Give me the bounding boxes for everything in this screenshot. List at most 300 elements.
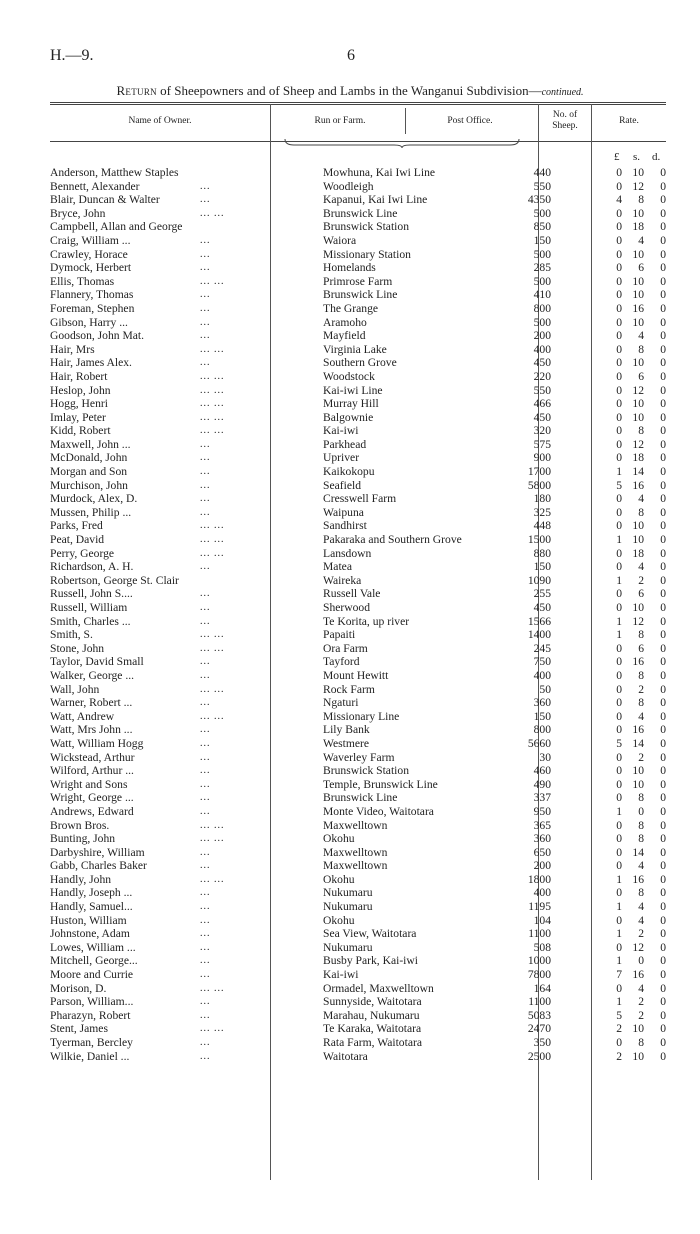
- run-or-farm: Waipuna: [323, 505, 364, 519]
- sheep-count: 900: [533, 451, 551, 465]
- table-row: [0, 778, 700, 792]
- pence-symbol: d.: [652, 151, 661, 163]
- run-or-farm: Kai-iwi: [323, 968, 359, 982]
- rate-shillings: 4: [638, 859, 644, 873]
- run-or-farm: Upriver: [323, 451, 360, 465]
- table-row: [0, 914, 700, 928]
- leader-dots: ...: [200, 697, 211, 709]
- owner-name: Hogg, Henri: [50, 397, 108, 411]
- table-row: [0, 615, 700, 629]
- rate-shillings: 10: [632, 315, 644, 329]
- rate-pence: 0: [660, 981, 666, 995]
- rate-pence: 0: [660, 329, 666, 343]
- rate-shillings: 10: [632, 166, 644, 179]
- rate-pounds: 0: [616, 519, 622, 533]
- table-row: [0, 207, 700, 221]
- sheep-count: 1700: [527, 465, 551, 479]
- run-or-farm: Missionary Station: [323, 247, 411, 261]
- rate-pounds: 0: [616, 356, 622, 370]
- run-or-farm: Maxwelltown: [323, 859, 388, 873]
- rate-shillings: 14: [632, 736, 644, 750]
- leader-dots: ... ...: [200, 343, 225, 355]
- rate-pounds: 0: [616, 587, 622, 601]
- sheep-count: 150: [533, 233, 551, 247]
- rate-shillings: 16: [632, 655, 644, 669]
- sheep-count: 1195: [528, 900, 551, 914]
- owner-name: Crawley, Horace: [50, 247, 128, 261]
- leader-dots: ...: [200, 805, 211, 817]
- leader-dots: ... ...: [200, 642, 225, 654]
- leader-dots: ...: [200, 737, 211, 749]
- sheep-count: 220: [533, 369, 551, 383]
- sheep-count: 50: [539, 682, 551, 696]
- rate-shillings: 10: [632, 777, 644, 791]
- run-or-farm: Kapanui, Kai Iwi Line: [323, 193, 428, 207]
- sheep-count: 200: [533, 329, 551, 343]
- rate-pounds: 0: [616, 723, 622, 737]
- owner-name: Taylor, David Small: [50, 655, 144, 669]
- rate-pounds: 2: [616, 1049, 622, 1063]
- sheep-count: 880: [533, 546, 551, 560]
- rate-shillings: 10: [632, 519, 644, 533]
- run-or-farm: Russell Vale: [323, 587, 381, 601]
- table-row: [0, 533, 700, 547]
- rate-pounds: 1: [616, 954, 622, 968]
- owner-name: Flannery, Thomas: [50, 288, 134, 302]
- rate-pence: 0: [660, 1036, 666, 1049]
- rate-pounds: 0: [616, 560, 622, 574]
- run-or-farm: Balgownie: [323, 410, 374, 424]
- table-row: [0, 968, 700, 982]
- owner-name: Parson, William...: [50, 995, 134, 1009]
- table-row: [0, 302, 700, 316]
- table-row: [0, 791, 700, 805]
- rate-pounds: 0: [616, 1036, 622, 1049]
- owner-name: Watt, Andrew: [50, 709, 115, 723]
- sheep-count: 200: [533, 859, 551, 873]
- leader-dots: ... ...: [200, 425, 225, 437]
- rate-pounds: 0: [616, 261, 622, 275]
- sheep-count: 150: [533, 709, 551, 723]
- owner-name: Russell, William: [50, 601, 128, 614]
- rate-shillings: 16: [632, 301, 644, 315]
- rate-shillings: 2: [638, 750, 644, 764]
- table-row: [0, 506, 700, 520]
- run-or-farm: Waiora: [323, 233, 357, 247]
- rate-pence: 0: [660, 804, 666, 818]
- leader-dots: ...: [200, 955, 211, 967]
- table-row: [0, 261, 700, 275]
- table-row: [0, 479, 700, 493]
- run-or-farm: Nukumaru: [323, 900, 373, 914]
- table-row: [0, 995, 700, 1009]
- leader-dots: ...: [200, 479, 211, 491]
- sheep-count: 410: [533, 288, 551, 302]
- rate-pence: 0: [660, 261, 666, 275]
- table-row: [0, 275, 700, 289]
- sheep-count: 1500: [527, 533, 551, 547]
- leader-dots: ... ...: [200, 982, 225, 994]
- leader-dots: ...: [200, 996, 211, 1008]
- leader-dots: ...: [200, 248, 211, 260]
- table-row: [0, 737, 700, 751]
- run-or-farm: Homelands: [323, 261, 376, 275]
- rate-pence: 0: [660, 397, 666, 411]
- table-row: [0, 764, 700, 778]
- rate-pence: 0: [660, 424, 666, 438]
- sheep-count: 164: [533, 981, 551, 995]
- run-or-farm: Waitotara: [323, 1049, 368, 1063]
- run-or-farm: Aramoho: [323, 315, 367, 329]
- rate-pounds: 0: [616, 166, 622, 179]
- rate-pounds: 0: [616, 206, 622, 220]
- leader-dots: ... ...: [200, 534, 225, 546]
- rate-shillings: 10: [632, 410, 644, 424]
- rate-pence: 0: [660, 968, 666, 982]
- rate-pounds: 1: [616, 995, 622, 1009]
- leader-dots: ... ...: [200, 629, 225, 641]
- leader-dots: ...: [200, 493, 211, 505]
- rate-pence: 0: [660, 601, 666, 614]
- run-or-farm: Ngaturi: [323, 696, 359, 710]
- rate-pounds: 0: [616, 424, 622, 438]
- leader-dots: ...: [200, 588, 211, 600]
- owner-name: Bennett, Alexander: [50, 179, 140, 193]
- rate-pounds: 1: [616, 804, 622, 818]
- run-or-farm: Okohu: [323, 872, 355, 886]
- rate-pounds: 0: [616, 247, 622, 261]
- leader-dots: ...: [200, 792, 211, 804]
- column-header-sheep-line2: Sheep.: [552, 121, 578, 131]
- rate-pounds: 0: [616, 859, 622, 873]
- rate-shillings: 16: [632, 478, 644, 492]
- leader-dots: ... ...: [200, 819, 225, 831]
- leader-dots: ... ...: [200, 683, 225, 695]
- run-or-farm: Te Korita, up river: [323, 614, 410, 628]
- table-row: [0, 411, 700, 425]
- owner-name: Johnstone, Adam: [50, 927, 130, 941]
- leader-dots: ...: [200, 751, 211, 763]
- rate-shillings: 8: [638, 696, 644, 710]
- leader-dots: ... ...: [200, 384, 225, 396]
- table-row: [0, 574, 700, 588]
- leader-dots: ... ...: [200, 547, 225, 559]
- rate-shillings: 10: [632, 397, 644, 411]
- rate-shillings: 14: [632, 845, 644, 859]
- leader-dots: ... ...: [200, 370, 225, 382]
- rate-pence: 0: [660, 220, 666, 234]
- rate-pence: 0: [660, 750, 666, 764]
- leader-dots: ...: [200, 1037, 211, 1048]
- table-row: [0, 927, 700, 941]
- rate-pounds: 0: [616, 641, 622, 655]
- run-or-farm: Rata Farm, Waitotara: [323, 1036, 422, 1049]
- rate-pence: 0: [660, 587, 666, 601]
- rate-pounds: 1: [616, 927, 622, 941]
- sheep-count: 850: [533, 220, 551, 234]
- table-row: [0, 370, 700, 384]
- owner-name: Bunting, John: [50, 832, 116, 846]
- run-or-farm: Woodstock: [323, 369, 375, 383]
- leader-dots: ...: [200, 357, 211, 369]
- leader-dots: ...: [200, 846, 211, 858]
- leader-dots: ...: [200, 438, 211, 450]
- owner-name: Moore and Currie: [50, 968, 134, 982]
- sheep-count: 400: [533, 668, 551, 682]
- sheep-count: 2500: [527, 1049, 551, 1063]
- run-or-farm: Monte Video, Waitotara: [323, 804, 434, 818]
- run-or-farm: Missionary Line: [323, 709, 400, 723]
- sheep-count: 5800: [527, 478, 551, 492]
- shillings-symbol: s.: [633, 151, 641, 163]
- sheep-count: 360: [533, 832, 551, 846]
- table-row: [0, 628, 700, 642]
- column-header-owner: Name of Owner.: [128, 116, 192, 126]
- run-or-farm: Brunswick Line: [323, 206, 398, 220]
- table-row: [0, 560, 700, 574]
- rate-pence: 0: [660, 954, 666, 968]
- owner-name: Wilkie, Daniel ...: [50, 1049, 130, 1063]
- leader-dots: ... ...: [200, 275, 225, 287]
- owner-name: Heslop, John: [50, 383, 111, 397]
- owner-name: Dymock, Herbert: [50, 261, 132, 275]
- table-row: [0, 438, 700, 452]
- rate-pounds: 0: [616, 220, 622, 234]
- rate-pence: 0: [660, 628, 666, 642]
- leader-dots: ... ...: [200, 398, 225, 410]
- column-header-sheep: [539, 110, 591, 132]
- sheep-count: 500: [533, 274, 551, 288]
- rate-pounds: 0: [616, 383, 622, 397]
- owner-name: Warner, Robert ...: [50, 696, 133, 710]
- owner-name: Craig, William ...: [50, 233, 131, 247]
- leader-dots: ...: [200, 1009, 211, 1021]
- rate-shillings: 8: [638, 193, 644, 207]
- leader-dots: ... ...: [200, 207, 225, 219]
- table-row: [0, 193, 700, 207]
- rate-shillings: 4: [638, 492, 644, 506]
- leader-dots: ...: [200, 194, 211, 206]
- leader-dots: ...: [200, 860, 211, 872]
- table-row: [0, 683, 700, 697]
- table-row: [0, 384, 700, 398]
- rate-pounds: 1: [616, 573, 622, 587]
- rate-pounds: 0: [616, 437, 622, 451]
- owner-name: Brown Bros.: [50, 818, 110, 832]
- rate-shillings: 10: [632, 247, 644, 261]
- run-or-farm: Waverley Farm: [323, 750, 395, 764]
- run-or-farm: Lansdown: [323, 546, 372, 560]
- rate-pence: 0: [660, 886, 666, 900]
- table-row: [0, 655, 700, 669]
- rate-shillings: 2: [638, 927, 644, 941]
- run-or-farm: Matea: [323, 560, 352, 574]
- rate-shillings: 8: [638, 1036, 644, 1049]
- run-or-farm: Brunswick Line: [323, 791, 398, 805]
- sheepowner-rows: [0, 166, 700, 1063]
- rate-pence: 0: [660, 764, 666, 778]
- leader-dots: ...: [200, 289, 211, 301]
- column-header-run: Run or Farm.: [314, 116, 366, 126]
- sheep-count: 800: [533, 723, 551, 737]
- rate-shillings: 0: [638, 804, 644, 818]
- rate-shillings: 8: [638, 505, 644, 519]
- rate-shillings: 12: [632, 437, 644, 451]
- rate-shillings: 6: [638, 587, 644, 601]
- sheep-count: 575: [533, 437, 551, 451]
- sheep-count: 2470: [527, 1022, 551, 1036]
- rate-pounds: 1: [616, 614, 622, 628]
- table-row: [0, 819, 700, 833]
- table-row: [0, 166, 700, 180]
- owner-name: Peat, David: [50, 533, 105, 547]
- rate-pence: 0: [660, 791, 666, 805]
- leader-dots: ...: [200, 602, 211, 613]
- sheep-count: 650: [533, 845, 551, 859]
- table-row: [0, 751, 700, 765]
- table-row: [0, 519, 700, 533]
- table-row: [0, 1009, 700, 1023]
- rate-pence: 0: [660, 859, 666, 873]
- run-or-farm: Pakaraka and Southern Grove: [323, 533, 462, 547]
- run-or-farm: Nukumaru: [323, 940, 373, 954]
- rate-pence: 0: [660, 900, 666, 914]
- table-row: [0, 900, 700, 914]
- rate-pounds: 5: [616, 1008, 622, 1022]
- rate-pence: 0: [660, 356, 666, 370]
- rate-pence: 0: [660, 927, 666, 941]
- run-or-farm: Murray Hill: [323, 397, 379, 411]
- rate-pounds: 1: [616, 872, 622, 886]
- leader-dots: ...: [200, 262, 211, 274]
- sheep-count: 325: [533, 505, 551, 519]
- rate-shillings: 2: [638, 1008, 644, 1022]
- sheep-count: 800: [533, 301, 551, 315]
- run-or-farm: Primrose Farm: [323, 274, 393, 288]
- owner-name: Gabb, Charles Baker: [50, 859, 147, 873]
- rate-pence: 0: [660, 288, 666, 302]
- leader-dots: ...: [200, 466, 211, 478]
- run-or-farm: Ormadel, Maxwelltown: [323, 981, 434, 995]
- table-row: [0, 710, 700, 724]
- rate-pounds: 0: [616, 179, 622, 193]
- column-header-rate: Rate.: [619, 116, 639, 126]
- table-row: [0, 1050, 700, 1064]
- owner-name: Murdock, Alex, D.: [50, 492, 138, 506]
- table-row: [0, 832, 700, 846]
- run-or-farm: Brunswick Station: [323, 764, 409, 778]
- owner-name: Smith, Charles ...: [50, 614, 131, 628]
- document-reference: H.—9.: [50, 47, 94, 64]
- table-row: [0, 397, 700, 411]
- leader-dots: ...: [200, 1050, 211, 1062]
- leader-dots: ...: [200, 969, 211, 981]
- rate-pounds: 0: [616, 505, 622, 519]
- table-row: [0, 669, 700, 683]
- rate-pence: 0: [660, 478, 666, 492]
- rate-shillings: 10: [632, 274, 644, 288]
- rate-pence: 0: [660, 872, 666, 886]
- sheep-count: 1100: [528, 995, 551, 1009]
- rate-pence: 0: [660, 696, 666, 710]
- table-row: [0, 805, 700, 819]
- run-or-farm: Tayford: [323, 655, 360, 669]
- run-or-farm: Papaiti: [323, 628, 356, 642]
- rate-shillings: 10: [632, 356, 644, 370]
- rate-pence: 0: [660, 777, 666, 791]
- column-header-post-office: Post Office.: [447, 116, 493, 126]
- owner-name: Stent, James: [50, 1022, 108, 1036]
- run-or-farm: Parkhead: [323, 437, 367, 451]
- rate-pence: 0: [660, 709, 666, 723]
- rate-pounds: 0: [616, 451, 622, 465]
- table-row: [0, 451, 700, 465]
- rate-pounds: 0: [616, 233, 622, 247]
- table-top-rule: [50, 102, 666, 103]
- column-divider-run-post: [405, 108, 406, 134]
- rate-shillings: 18: [632, 220, 644, 234]
- rate-pounds: 0: [616, 832, 622, 846]
- rate-pounds: 0: [616, 329, 622, 343]
- rate-pounds: 0: [616, 288, 622, 302]
- rate-shillings: 8: [638, 818, 644, 832]
- rate-pence: 0: [660, 1022, 666, 1036]
- sheep-count: 450: [533, 601, 551, 614]
- sheep-count: 508: [533, 940, 551, 954]
- rate-pence: 0: [660, 940, 666, 954]
- rate-pence: 0: [660, 492, 666, 506]
- sheep-count: 285: [533, 261, 551, 275]
- leader-dots: ...: [200, 180, 211, 192]
- rate-pence: 0: [660, 736, 666, 750]
- rate-pounds: 0: [616, 886, 622, 900]
- run-or-farm: Ora Farm: [323, 641, 368, 655]
- rate-pence: 0: [660, 668, 666, 682]
- table-top-rule-double: [50, 104, 666, 105]
- run-or-farm: Busby Park, Kai-iwi: [323, 954, 418, 968]
- run-or-farm: Sea View, Waitotara: [323, 927, 417, 941]
- rate-pence: 0: [660, 913, 666, 927]
- rate-pounds: 5: [616, 736, 622, 750]
- rate-shillings: 8: [638, 424, 644, 438]
- owner-name: Morison, D.: [50, 981, 107, 995]
- sheep-count: 950: [533, 804, 551, 818]
- owner-name: Parks, Fred: [50, 519, 103, 533]
- rate-pence: 0: [660, 274, 666, 288]
- leader-dots: ... ...: [200, 873, 225, 885]
- rate-shillings: 8: [638, 791, 644, 805]
- rate-pounds: 2: [616, 1022, 622, 1036]
- sheep-count: 30: [539, 750, 551, 764]
- rate-shillings: 4: [638, 981, 644, 995]
- rate-pence: 0: [660, 560, 666, 574]
- table-row: [0, 220, 700, 234]
- rate-shillings: 8: [638, 832, 644, 846]
- run-or-farm: Sunnyside, Waitotara: [323, 995, 422, 1009]
- title-continued: continued.: [541, 87, 584, 98]
- rate-pounds: 7: [616, 968, 622, 982]
- owner-name: Russell, John S....: [50, 587, 133, 601]
- rate-shillings: 4: [638, 913, 644, 927]
- owner-name: Tyerman, Bercley: [50, 1036, 133, 1049]
- sheep-count: 320: [533, 424, 551, 438]
- rate-pounds: 0: [616, 668, 622, 682]
- rate-pounds: 0: [616, 274, 622, 288]
- owner-name: Wall, John: [50, 682, 100, 696]
- owner-name: Anderson, Matthew Staples: [50, 166, 179, 179]
- rate-shillings: 14: [632, 465, 644, 479]
- rate-pence: 0: [660, 301, 666, 315]
